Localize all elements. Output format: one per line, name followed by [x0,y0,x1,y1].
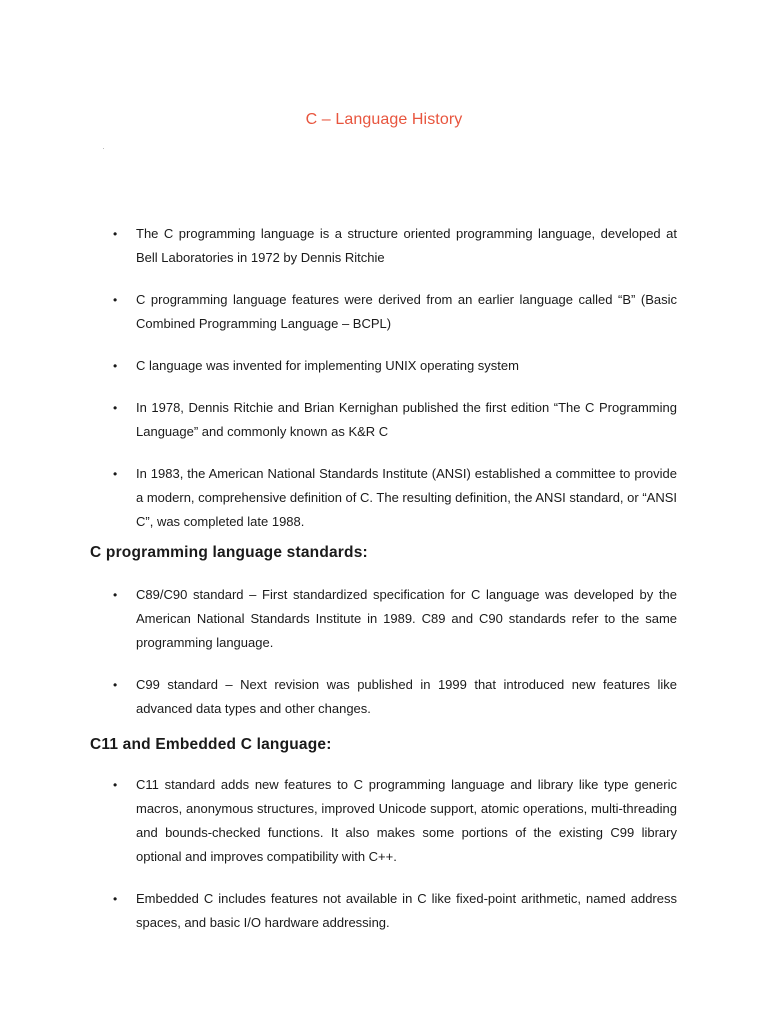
list-item [0,773,768,869]
c11-list [0,773,768,935]
document-title: C – Language History [305,111,463,128]
bullet-icon: • [113,588,118,602]
list-item [0,396,768,444]
list-item-text: C programming language features were derived from an earlier language called “B” (Basic Combined Programming Language – BCPL) [136,292,677,331]
list-item [0,462,768,534]
list-item [0,354,768,378]
stray-mark [103,148,104,149]
bullet-icon: • [113,467,118,481]
list-item-text: The C programming language is a structure oriented programming language, developed at Bell Laboratories in 1972 by Dennis Ritchie [136,226,677,265]
list-item-text: Embedded C includes features not available in C like fixed-point arithmetic, named address spaces, and basic I/O hardware addressing. [136,891,677,930]
list-item [0,288,768,336]
list-item [0,887,768,935]
list-item-text: C99 standard – Next revision was published in 1999 that introduced new features like advanced data types and other changes. [136,677,677,716]
section-heading-c11: C11 and Embedded C language: [90,736,332,753]
bullet-icon: • [113,892,118,906]
list-item [0,583,768,655]
bullet-icon: • [113,227,118,241]
history-list [0,222,768,534]
bullet-icon: • [113,359,118,373]
bullet-icon: • [113,293,118,307]
list-item-text: In 1983, the American National Standards Institute (ANSI) established a committee to provide a modern, comprehensive definition of C. The resulting definition, the ANSI standard, or “ANSI C”, was completed late 1988. [136,466,677,529]
bullet-icon: • [113,678,118,692]
list-item [0,673,768,721]
bullet-icon: • [113,401,118,415]
list-item [0,222,768,270]
section-heading-standards: C programming language standards: [90,544,368,561]
standards-list [0,583,768,721]
list-item-text: C language was invented for implementing UNIX operating system [136,358,519,373]
list-item-text: C11 standard adds new features to C programming language and library like type generic macros, anonymous structures, improved Unicode support, atomic operations, multi-threading and bounds-checked functions. It also makes some portions of the existing C99 library optional and improves compatibility with C++. [136,777,677,864]
list-item-text: In 1978, Dennis Ritchie and Brian Kernighan published the first edition “The C Programming Language” and commonly known as K&R C [136,400,677,439]
list-item-text: C89/C90 standard – First standardized specification for C language was developed by the American National Standards Institute in 1989. C89 and C90 standards refer to the same programming language. [136,587,677,650]
bullet-icon: • [113,778,118,792]
